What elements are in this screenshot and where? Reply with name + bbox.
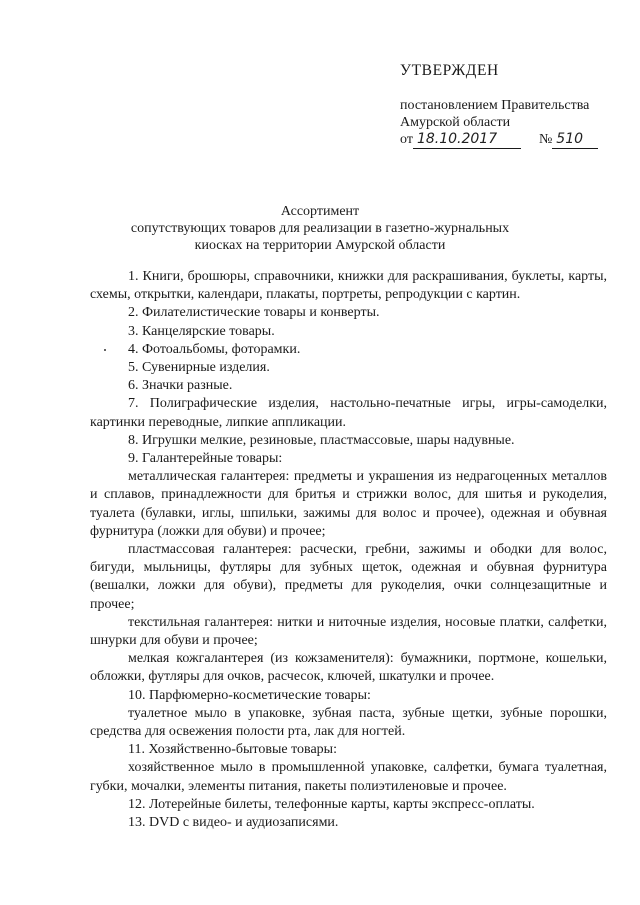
list-item: 5. Сувенирные изделия.	[128, 360, 270, 376]
list-subitem: мелкая кожгалантерея (из кожзаменителя): бумажники, портмоне, кошельки, обложки, футляры для очков, расчесок, ключей, шкатулки и прочее.	[90, 651, 607, 685]
list-item: 12. Лотерейные билеты, телефонные карты, карты экспресс-оплаты.	[128, 796, 535, 812]
list-item: 2. Филателистические товары и конверты.	[128, 305, 380, 321]
handwritten-date: 18.10.2017	[413, 131, 521, 149]
list-item: 11. Хозяйственно-бытовые товары:	[128, 742, 337, 758]
document-title	[0, 203, 640, 254]
list-subitem: металлическая галантерея: предметы и украшения из недрагоценных металлов и сплавов, принадлежности для бритья и стрижки волос, для шитья и рукоделия, туалета (булавки, иглы, шпильки, зажимы для волос и прочее), одежная и обувная фурнитура (ложки для обуви) и прочее;	[90, 469, 607, 539]
decree-block	[400, 97, 630, 149]
list-item: 3. Канцелярские товары.	[128, 323, 275, 339]
list-subitem: текстильная галантерея: нитки и ниточные изделия, носовые платки, салфетки, шнурки для обуви и прочее;	[90, 614, 607, 649]
title-line-1: Ассортимент	[280, 204, 360, 219]
list-item: 6. Значки разные.	[128, 378, 233, 394]
handwritten-number: 510	[552, 131, 598, 149]
list-item: 9. Галантерейные товары:	[128, 451, 283, 467]
list-item: 4. Фотоальбомы, фоторамки.	[128, 341, 301, 357]
list-subitem: туалетное мыло в упаковке, зубная паста, зубные щетки, зубные порошки, средства для освежения полости рта, лак для ногтей.	[90, 705, 607, 740]
date-prefix: от	[400, 132, 413, 147]
list-item: 1. Книги, брошюры, справочники, книжки для раскрашивания, буклеты, карты, схемы, открытки, календари, плакаты, портреты, репродукции с картин.	[90, 269, 607, 303]
assortment-list	[90, 268, 607, 832]
decree-line-2: Амурской области	[400, 115, 511, 130]
decree-date-line	[400, 131, 630, 149]
title-line-3: киосках на территории Амурской области	[194, 238, 446, 253]
number-prefix: №	[538, 132, 553, 147]
decree-line-1: постановлением Правительства	[400, 98, 590, 113]
list-subitem: пластмассовая галантерея: расчески, гребни, зажимы и ободки для волос, бигуди, мыльницы, футляры для зубных щеток, одежная и обувная фурнитура (вешалки, ложки для обуви), предметы для рукоделия, очки солнцезащитные и прочее;	[90, 542, 607, 612]
list-item: 13. DVD с видео- и аудиозаписями.	[128, 815, 339, 831]
list-item: 8. Игрушки мелкие, резиновые, пластмассовые, шары надувные.	[128, 432, 515, 448]
list-item: 10. Парфюмерно-косметические товары:	[128, 687, 371, 703]
list-subitem: хозяйственное мыло в промышленной упаковке, салфетки, бумага туалетная, губки, мочалки, элементы питания, пакеты полиэтиленовые и прочее.	[90, 760, 607, 794]
approved-heading: УТВЕРЖДЕН	[400, 62, 499, 79]
list-item: 7. Полиграфические изделия, настольно-печатные игры, игры-самоделки, картинки переводные, липкие аппликации.	[90, 396, 607, 430]
title-line-2: сопутствующих товаров для реализации в газетно-журнальных	[130, 221, 510, 236]
